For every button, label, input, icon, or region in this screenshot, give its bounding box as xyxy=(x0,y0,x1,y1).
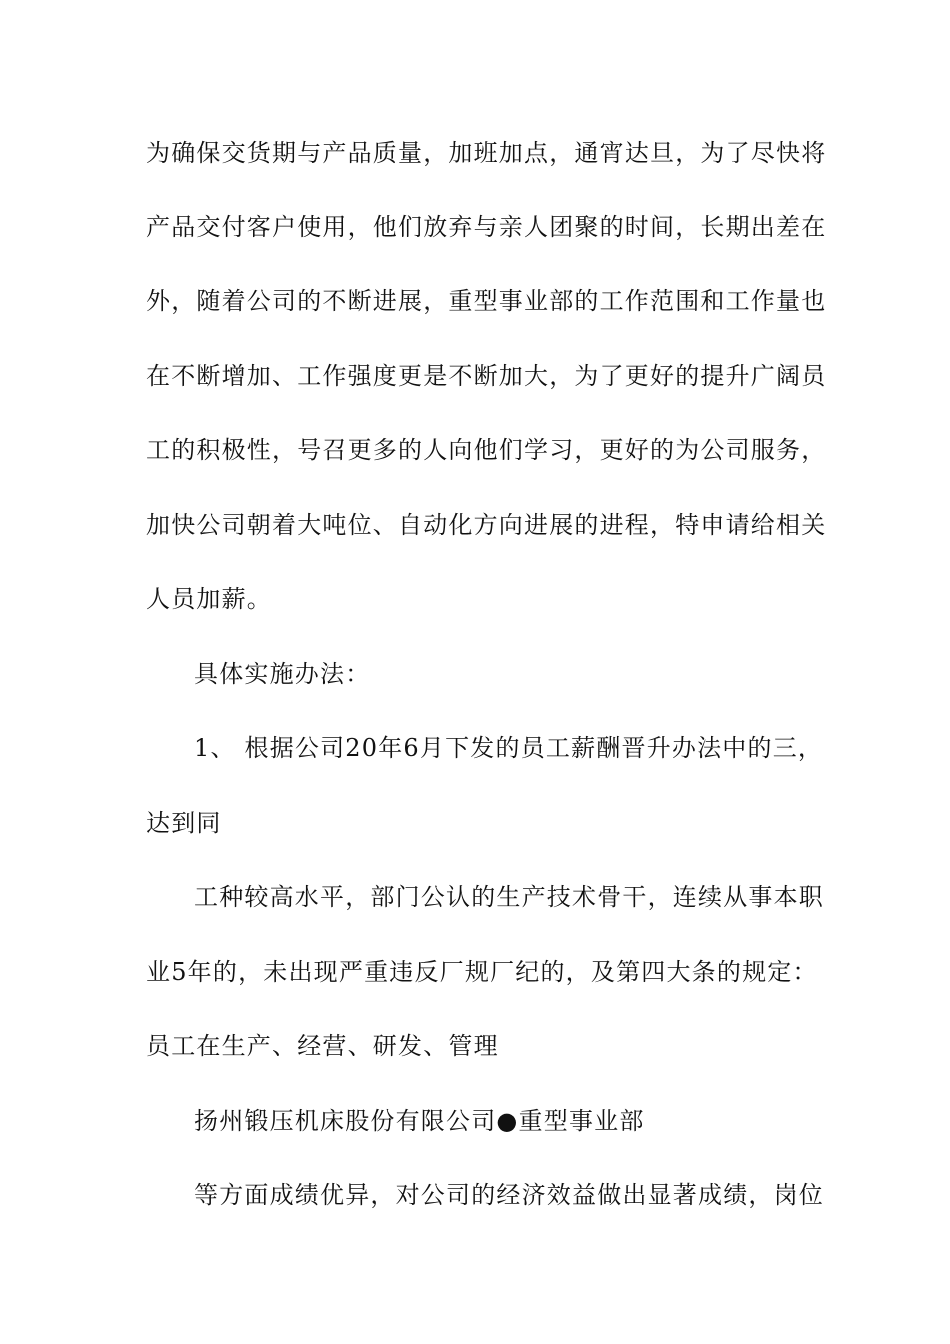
body-line-6: 加快公司朝着大吨位、自动化方向进展的进程，特申请给相关 xyxy=(146,511,827,539)
body-line-1: 为确保交货期与产品质量，加班加点，通宵达旦，为了尽快将 xyxy=(146,139,827,167)
body-line-3: 外，随着公司的不断进展，重型事业部的工作范围和工作量也 xyxy=(146,287,827,315)
list-item-1: 1、 根据公司20年6月下发的员工薪酬晋升办法中的三， xyxy=(194,734,824,762)
company-department-line: 扬州锻压机床股份有限公司●重型事业部 xyxy=(194,1107,645,1135)
section-heading: 具体实施办法： xyxy=(194,660,371,688)
body-line-5: 工的积极性，号召更多的人向他们学习，更好的为公司服务， xyxy=(146,436,827,464)
body-line-2: 产品交付客户使用，他们放弃与亲人团聚的时间，长期出差在 xyxy=(146,213,827,241)
body-line-13: 员工在生产、经营、研发、管理 xyxy=(146,1032,499,1060)
body-line-4: 在不断增加、工作强度更是不断加大，为了更好的提升广阔员 xyxy=(146,362,827,390)
body-line-7: 人员加薪。 xyxy=(146,585,272,613)
body-line-15: 等方面成绩优异，对公司的经济效益做出显著成绩，岗位 xyxy=(194,1181,824,1209)
body-line-10: 达到同 xyxy=(146,809,222,837)
body-line-11: 工种较高水平，部门公认的生产技术骨干，连续从事本职 xyxy=(194,883,824,911)
body-line-12: 业5年的，未出现严重违反厂规厂纪的，及第四大条的规定： xyxy=(146,958,818,986)
